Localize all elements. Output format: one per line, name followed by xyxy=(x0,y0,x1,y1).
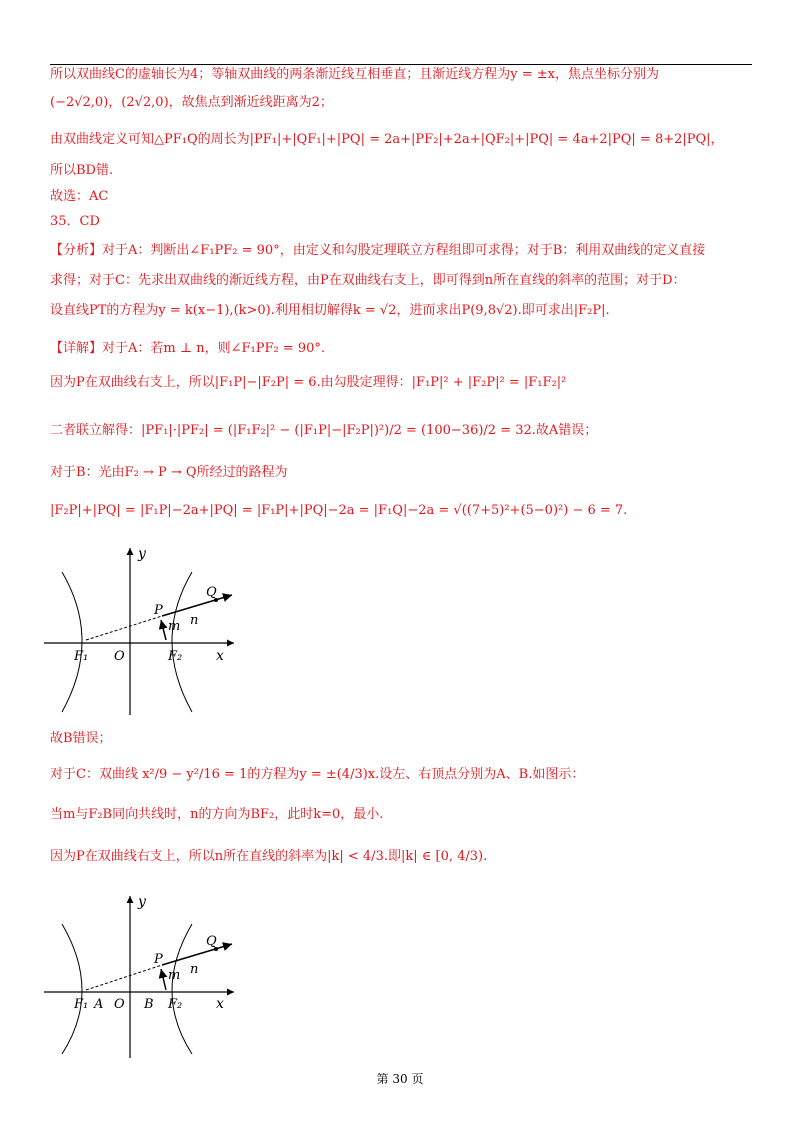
hyperbola-figure-2 xyxy=(44,888,254,1067)
text-line-asymptote: 所以双曲线C的虚轴长为4；等轴双曲线的两条渐近线互相垂直；且渐近线方程为y = ±x，焦点坐标分别为 xyxy=(50,67,659,82)
label-y-2: y xyxy=(138,894,146,910)
dashed-f1-p xyxy=(86,616,162,640)
label-p-2: P xyxy=(154,952,163,967)
text-line-focus-distance: (−2√2,0)，(2√2,0)，故焦点到渐近线距离为2； xyxy=(50,95,333,110)
label-a: A xyxy=(94,997,104,1012)
text-line-b-wrong: 故B错误； xyxy=(50,731,112,746)
detail-line-1 xyxy=(50,340,325,358)
analysis-line-2: 求得；对于C：先求出双曲线的渐近线方程，由P在双曲线右支上，即可得到n所在直线的斜率的范围；对于D： xyxy=(50,273,686,288)
analysis-tag: 【分析】 xyxy=(50,243,103,258)
detail-line-b-calc: |F₂P|+|PQ| = |F₁P|−2a+|PQ| = |F₁P|+|PQ|−2a = |F₁Q|−2a = √((7+5)²+(5−0)²) − 6 = 7. xyxy=(50,503,628,518)
left-branch-2 xyxy=(62,924,82,1054)
hyperbola-figure-1 xyxy=(44,540,254,724)
analysis-line-1 xyxy=(50,242,705,260)
detail-line-b: 对于B：光由F₂ → P → Q所经过的路程为 xyxy=(50,465,288,480)
label-o-2: O xyxy=(114,997,125,1012)
detail-line-2: 因为P在双曲线右支上，所以|F₁P|−|F₂P| = 6.由勾股定理得：|F₁P|² + |F₂P|² = |F₁F₂|² xyxy=(50,375,567,390)
text-line-c-hyperbola: 对于C：双曲线 x²/9 − y²/16 = 1的方程为y = ±(4/3)x.设左、右顶点分别为A、B.如图示： xyxy=(50,767,585,782)
header-rule xyxy=(50,64,752,65)
label-o: O xyxy=(114,649,125,664)
label-x-2: x xyxy=(216,996,224,1012)
label-f1-2: F₁ xyxy=(74,997,89,1012)
label-n-2: n xyxy=(190,962,199,977)
text-line-question-35: 35．CD xyxy=(50,214,100,229)
label-b: B xyxy=(144,997,154,1012)
detail-text-1: 对于A：若m ⊥ n，则∠F₁PF₂ = 90°. xyxy=(102,341,326,356)
analysis-line-3: 设直线PT的方程为y = k(x−1),(k>0).利用相切解得k = √2，进而求出P(9,8√2).即可求出|F₂P|. xyxy=(50,303,610,318)
label-f2-2: F₂ xyxy=(168,997,183,1012)
page-number: 第 30 页 xyxy=(376,1072,424,1086)
label-q: Q xyxy=(206,585,217,600)
right-branch-2 xyxy=(172,924,192,1054)
detail-tag: 【详解】 xyxy=(50,341,103,356)
ray-m-2 xyxy=(161,969,166,990)
figure-2-svg xyxy=(44,888,254,1063)
left-branch xyxy=(62,572,82,712)
ray-m xyxy=(161,620,166,640)
analysis-text-1: 对于A：判断出∠F₁PF₂ = 90°，由定义和勾股定理联立方程组即可求得；对于B：利用双曲线的定义直接 xyxy=(102,243,706,258)
label-f2: F₂ xyxy=(168,649,183,664)
label-x: x xyxy=(216,648,224,664)
text-line-answer-ac: 故选：AC xyxy=(50,189,109,204)
label-p: P xyxy=(154,603,163,618)
label-m-2: m xyxy=(168,968,181,983)
label-n: n xyxy=(190,613,199,628)
label-m: m xyxy=(168,619,181,634)
right-branch xyxy=(172,572,192,712)
detail-line-3: 二者联立解得：|PF₁|·|PF₂| = (|F₁F₂|² − (|F₁P|−|F₂P|)²)/2 = (100−36)/2 = 32.故A错误； xyxy=(50,423,598,438)
label-y: y xyxy=(138,546,146,562)
text-line-perimeter: 由双曲线定义可知△PF₁Q的周长为|PF₁|+|QF₁|+|PQ| = 2a+|PF₂|+2a+|QF₂|+|PQ| = 4a+2|PQ| = 8+2|PQ|， xyxy=(50,132,724,147)
figure-1-svg xyxy=(44,540,254,720)
label-q-2: Q xyxy=(206,934,217,949)
text-line-c-direction: 当m与F₂B同向共线时，n的方向为BF₂，此时k=0，最小. xyxy=(50,807,384,822)
text-line-bd-wrong: 所以BD错. xyxy=(50,163,114,178)
label-f1: F₁ xyxy=(74,649,89,664)
text-line-c-slope: 因为P在双曲线右支上，所以n所在直线的斜率为|k| < 4/3.即|k| ∈ [0, 4/3). xyxy=(50,849,488,864)
dashed-f1-p-2 xyxy=(86,965,162,990)
